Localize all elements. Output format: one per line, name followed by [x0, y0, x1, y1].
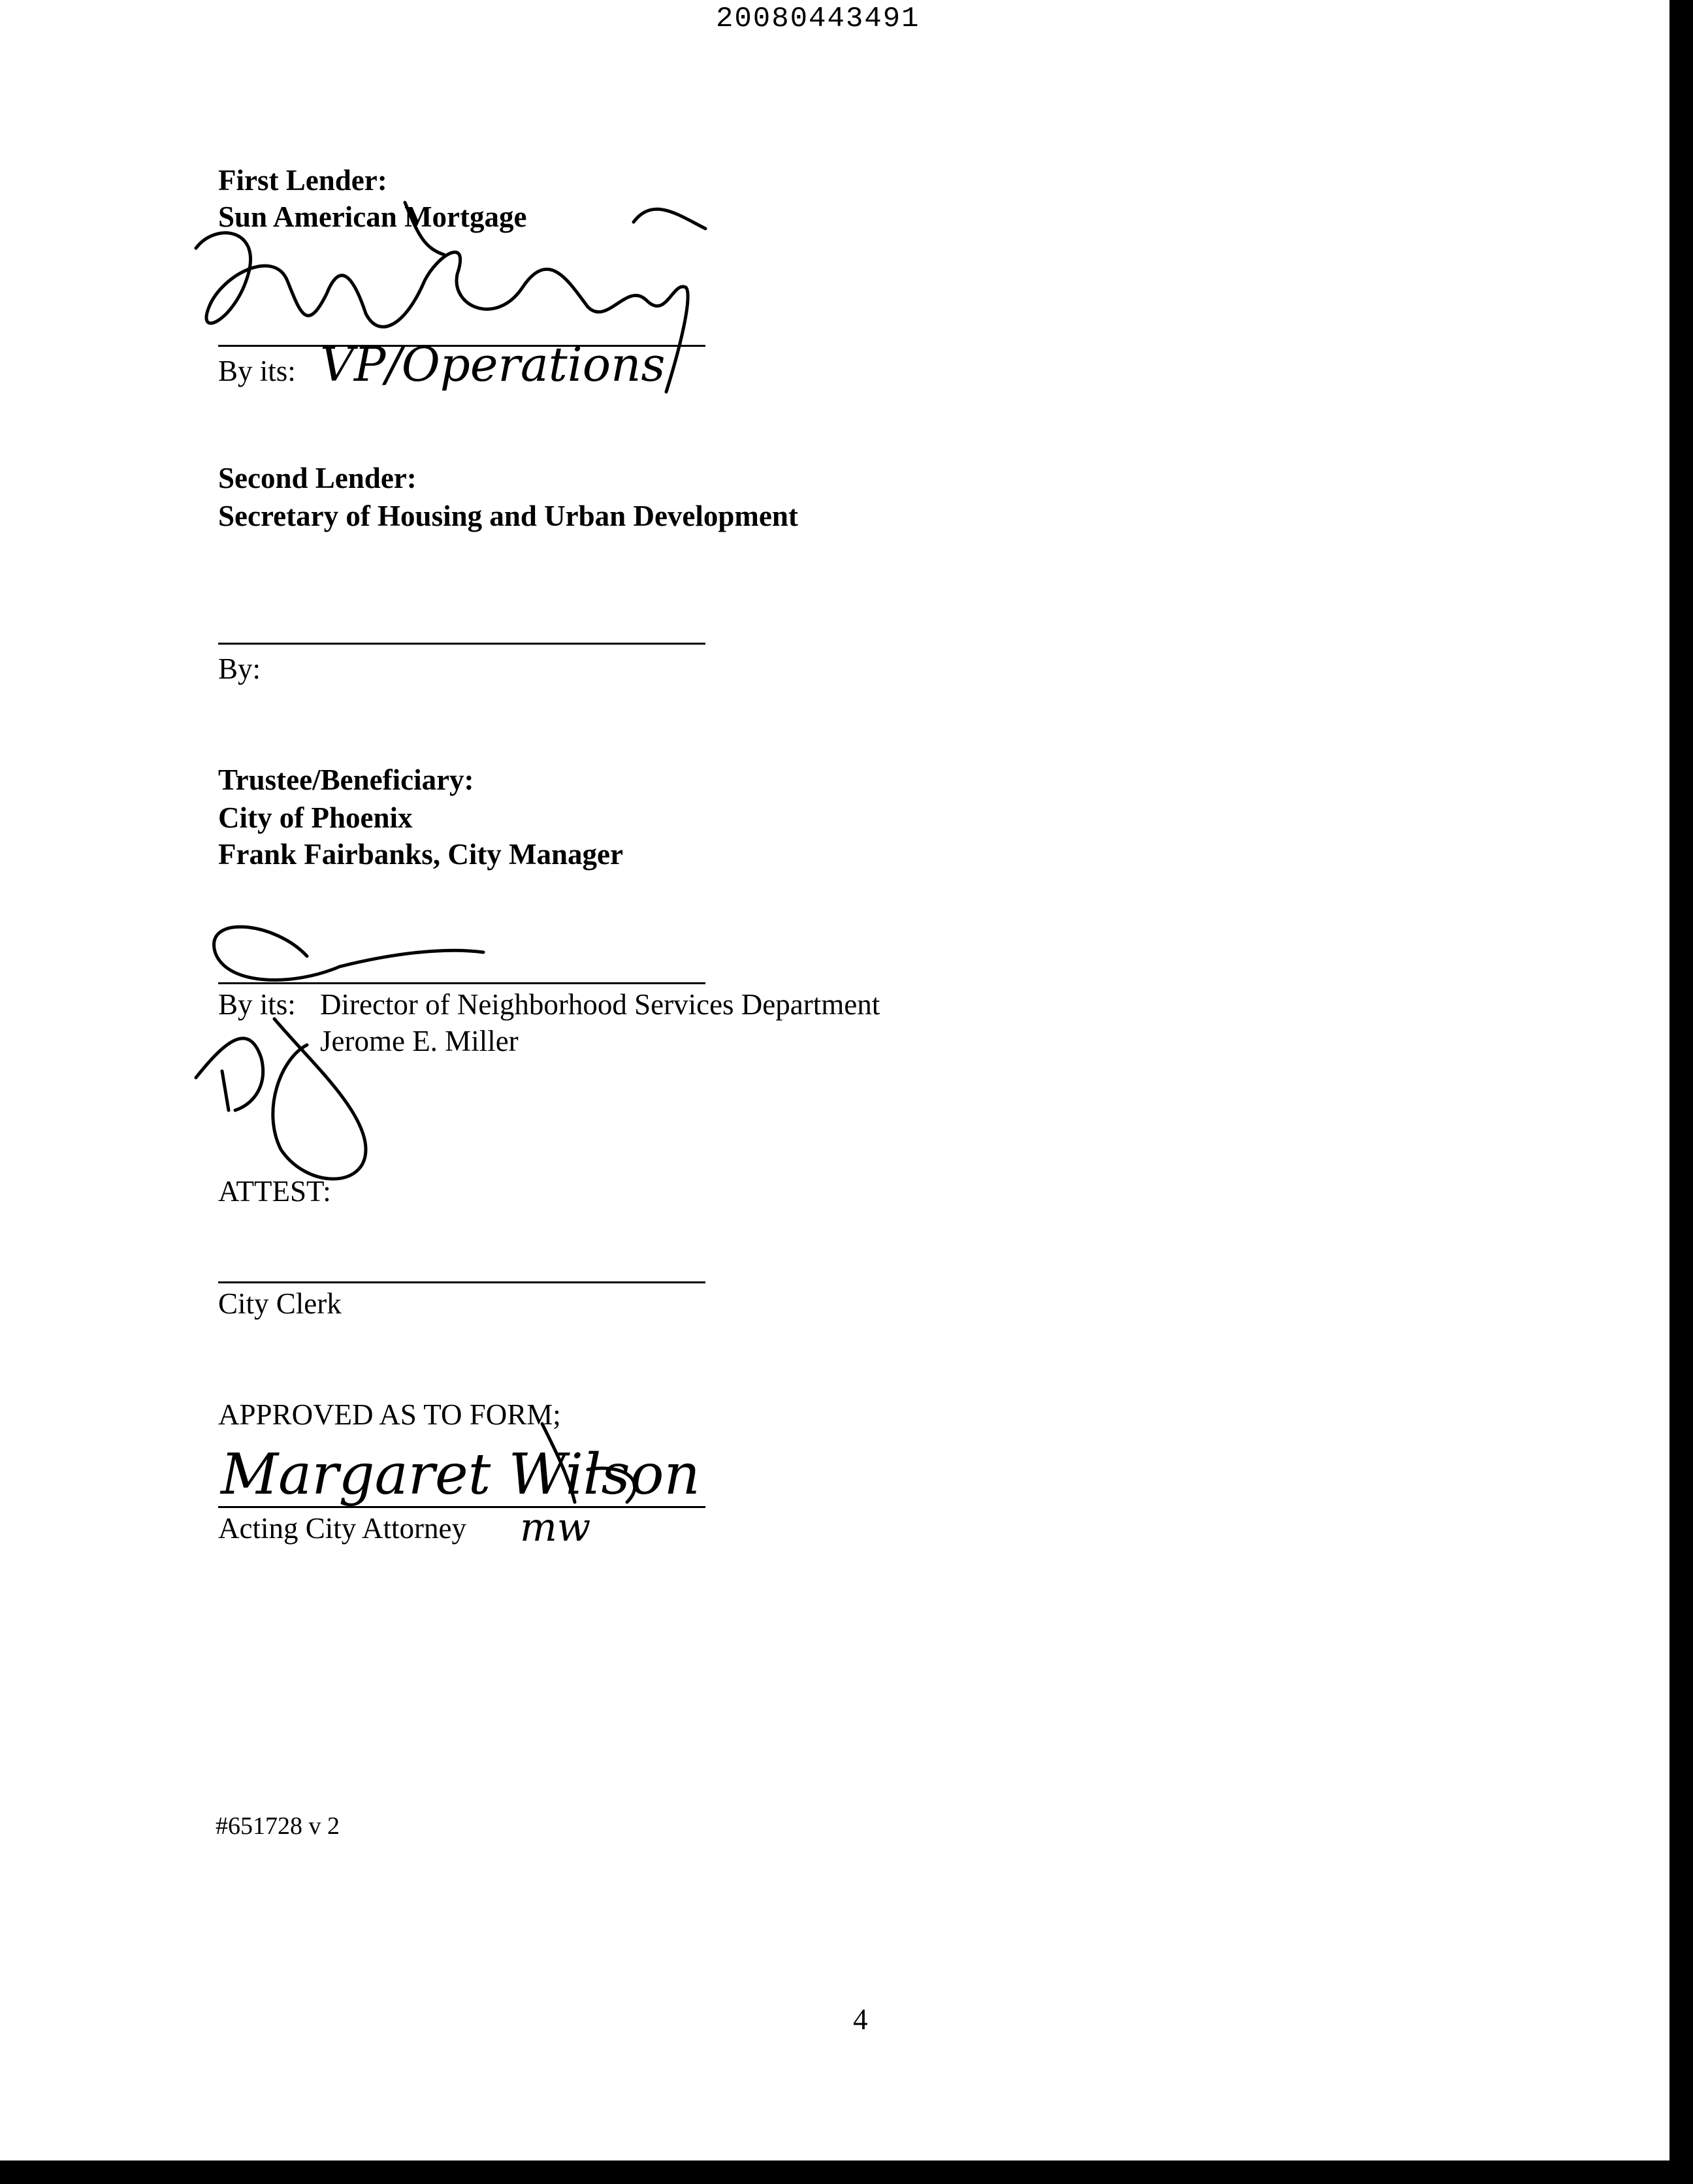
first-lender-heading: First Lender: — [218, 164, 387, 197]
trustee-by-label: By its: — [218, 988, 296, 1021]
recording-number: 20080443491 — [716, 3, 920, 35]
approved-label: APPROVED AS TO FORM; — [218, 1398, 561, 1431]
approved-initials: mw — [520, 1505, 591, 1550]
trustee-name-line: Jerome E. Miller — [320, 1025, 519, 1057]
page-number: 4 — [853, 2003, 868, 2036]
approved-line-label: Acting City Attorney — [218, 1512, 466, 1545]
trustee-signature — [214, 927, 483, 980]
scan-border-bottom — [0, 2160, 1693, 2184]
attest-line-label: City Clerk — [218, 1287, 342, 1320]
second-lender-name: Secretary of Housing and Urban Development — [218, 500, 798, 532]
first-lender-name: Sun American Mortgage — [218, 201, 527, 233]
trustee-signature-line — [218, 982, 705, 984]
approved-handwritten-signature: Margaret Wilson — [221, 1442, 700, 1507]
attest-signature-line — [218, 1281, 705, 1283]
first-lender-by-label: By its: — [218, 355, 296, 387]
document-id: #651728 v 2 — [216, 1812, 340, 1840]
scan-border-right — [1669, 0, 1693, 2184]
second-lender-by-label: By: — [218, 652, 261, 685]
first-lender-handwritten-title: VP/Operations — [320, 337, 666, 392]
attest-label: ATTEST: — [218, 1175, 331, 1208]
second-lender-heading: Second Lender: — [218, 462, 417, 494]
trustee-heading: Trustee/Beneficiary: — [218, 763, 474, 796]
trustee-name: City of Phoenix — [218, 801, 413, 834]
trustee-signatory: Frank Fairbanks, City Manager — [218, 838, 624, 871]
second-lender-signature-line — [218, 643, 705, 645]
trustee-title: Director of Neighborhood Services Department — [320, 988, 880, 1021]
